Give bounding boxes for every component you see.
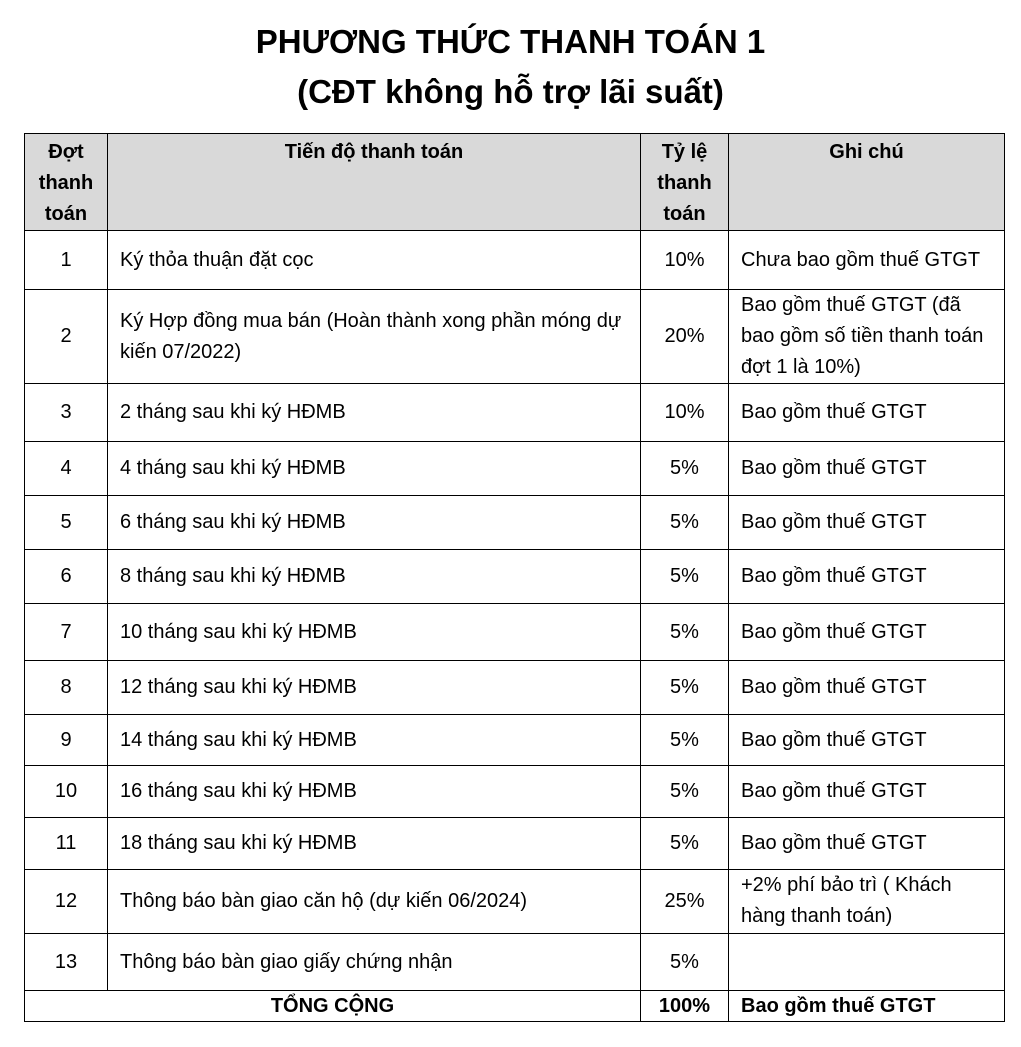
rate-cell: 5% bbox=[641, 818, 729, 870]
table-row bbox=[25, 231, 1005, 290]
note-cell: Bao gồm thuế GTGT bbox=[729, 384, 1005, 442]
table-row bbox=[25, 818, 1005, 870]
rate-cell: 10% bbox=[641, 231, 729, 290]
table-row bbox=[25, 715, 1005, 766]
progress-cell: 8 tháng sau khi ký HĐMB bbox=[108, 550, 641, 604]
total-note: Bao gồm thuế GTGT bbox=[729, 991, 1005, 1022]
installment-number-cell: 8 bbox=[25, 661, 108, 715]
table-row bbox=[25, 766, 1005, 818]
note-cell: Bao gồm thuế GTGT bbox=[729, 661, 1005, 715]
note-cell: +2% phí bảo trì ( Khách hàng thanh toán) bbox=[729, 870, 1005, 934]
table-row bbox=[25, 442, 1005, 496]
installment-number-cell: 13 bbox=[25, 934, 108, 991]
installment-number-cell: 11 bbox=[25, 818, 108, 870]
progress-cell: Thông báo bàn giao căn hộ (dự kiến 06/2024) bbox=[108, 870, 641, 934]
table-header-row bbox=[25, 134, 1005, 231]
rate-cell: 5% bbox=[641, 550, 729, 604]
note-cell: Bao gồm thuế GTGT (đã bao gồm số tiền thanh toán đợt 1 là 10%) bbox=[729, 290, 1005, 384]
progress-cell: Thông báo bàn giao giấy chứng nhận bbox=[108, 934, 641, 991]
table-row bbox=[25, 550, 1005, 604]
progress-cell: 6 tháng sau khi ký HĐMB bbox=[108, 496, 641, 550]
installment-number-cell: 4 bbox=[25, 442, 108, 496]
rate-cell: 5% bbox=[641, 934, 729, 991]
table-row bbox=[25, 290, 1005, 384]
progress-cell: 18 tháng sau khi ký HĐMB bbox=[108, 818, 641, 870]
note-cell: Chưa bao gồm thuế GTGT bbox=[729, 231, 1005, 290]
installment-number-cell: 2 bbox=[25, 290, 108, 384]
note-cell: Bao gồm thuế GTGT bbox=[729, 715, 1005, 766]
installment-number-cell: 9 bbox=[25, 715, 108, 766]
rate-cell: 5% bbox=[641, 715, 729, 766]
column-header-progress: Tiến độ thanh toán bbox=[108, 134, 641, 231]
note-cell: Bao gồm thuế GTGT bbox=[729, 442, 1005, 496]
installment-number-cell: 1 bbox=[25, 231, 108, 290]
progress-cell: 12 tháng sau khi ký HĐMB bbox=[108, 661, 641, 715]
installment-number-cell: 5 bbox=[25, 496, 108, 550]
table-row bbox=[25, 934, 1005, 991]
column-header-installment: Đợt thanh toán bbox=[25, 134, 108, 231]
rate-cell: 10% bbox=[641, 384, 729, 442]
table-row bbox=[25, 661, 1005, 715]
rate-cell: 25% bbox=[641, 870, 729, 934]
table-row bbox=[25, 870, 1005, 934]
total-row bbox=[25, 991, 1005, 1022]
progress-cell: 14 tháng sau khi ký HĐMB bbox=[108, 715, 641, 766]
table-row bbox=[25, 384, 1005, 442]
rate-cell: 5% bbox=[641, 604, 729, 661]
total-rate: 100% bbox=[641, 991, 729, 1022]
rate-cell: 5% bbox=[641, 766, 729, 818]
rate-cell: 5% bbox=[641, 442, 729, 496]
note-cell: Bao gồm thuế GTGT bbox=[729, 550, 1005, 604]
total-label: TỔNG CỘNG bbox=[25, 991, 641, 1022]
progress-cell: 4 tháng sau khi ký HĐMB bbox=[108, 442, 641, 496]
note-cell bbox=[729, 934, 1005, 991]
column-header-note: Ghi chú bbox=[729, 134, 1005, 231]
installment-number-cell: 3 bbox=[25, 384, 108, 442]
page-subtitle: (CĐT không hỗ trợ lãi suất) bbox=[297, 73, 724, 110]
payment-schedule-table bbox=[24, 133, 1005, 1022]
installment-number-cell: 6 bbox=[25, 550, 108, 604]
progress-cell: 16 tháng sau khi ký HĐMB bbox=[108, 766, 641, 818]
note-cell: Bao gồm thuế GTGT bbox=[729, 496, 1005, 550]
note-cell: Bao gồm thuế GTGT bbox=[729, 604, 1005, 661]
rate-cell: 20% bbox=[641, 290, 729, 384]
note-cell: Bao gồm thuế GTGT bbox=[729, 818, 1005, 870]
column-header-rate: Tỷ lệ thanh toán bbox=[641, 134, 729, 231]
installment-number-cell: 7 bbox=[25, 604, 108, 661]
rate-cell: 5% bbox=[641, 496, 729, 550]
progress-cell: Ký thỏa thuận đặt cọc bbox=[108, 231, 641, 290]
installment-number-cell: 12 bbox=[25, 870, 108, 934]
progress-cell: Ký Hợp đồng mua bán (Hoàn thành xong phần móng dự kiến 07/2022) bbox=[108, 290, 641, 384]
table-row bbox=[25, 604, 1005, 661]
progress-cell: 2 tháng sau khi ký HĐMB bbox=[108, 384, 641, 442]
rate-cell: 5% bbox=[641, 661, 729, 715]
progress-cell: 10 tháng sau khi ký HĐMB bbox=[108, 604, 641, 661]
note-cell: Bao gồm thuế GTGT bbox=[729, 766, 1005, 818]
page-title: PHƯƠNG THỨC THANH TOÁN 1 bbox=[255, 23, 766, 60]
installment-number-cell: 10 bbox=[25, 766, 108, 818]
table-row bbox=[25, 496, 1005, 550]
